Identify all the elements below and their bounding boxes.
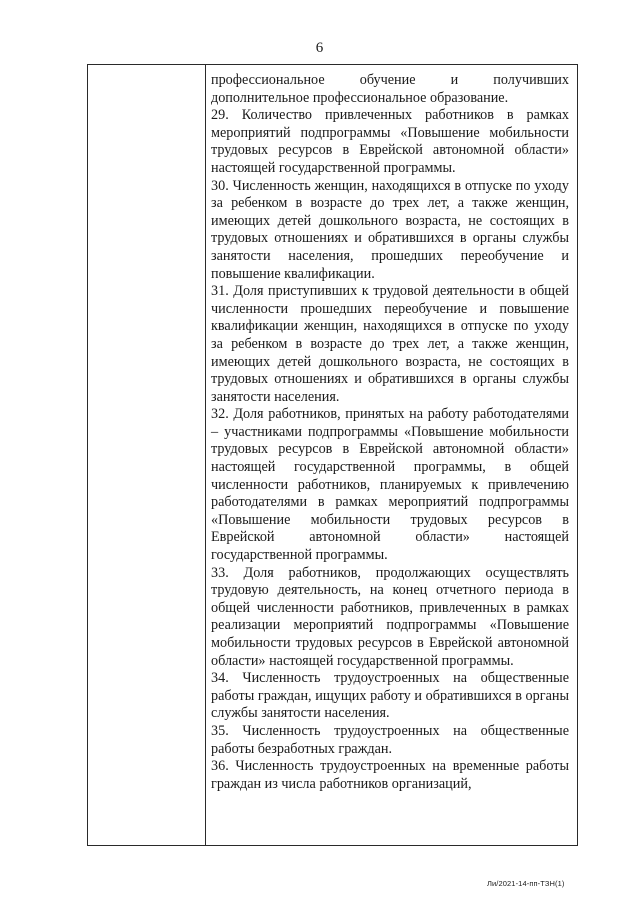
indicator-paragraph: 35. Численность трудоустроенных на общественные работы безработных граждан. xyxy=(211,722,569,757)
indicator-paragraph: 30. Численность женщин, находящихся в отпуске по уходу за ребенком в возрасте до трех лет, а также женщин, имеющих детей дошкольного возраста, не состоящих в трудовых отношениях и обратившихся в органы службы занятости населения, прошедших переобучение и повышение квалификации. xyxy=(211,177,569,282)
indicator-paragraph: 34. Численность трудоустроенных на общественные работы граждан, ищущих работу и обратившихся в органы службы занятости населения. xyxy=(211,670,569,722)
document-code: Ли/2021-14-пп-ТЗН(1) xyxy=(487,879,565,888)
indicator-paragraph: 29. Количество привлеченных работников в рамках мероприятий подпрограммы «Повышение мобильности трудовых ресурсов в Еврейской автономной области» настоящей государственной программы. xyxy=(211,107,569,176)
indicator-paragraph: 33. Доля работников, продолжающих осуществлять трудовую деятельность, на конец отчетного периода в общей численности работников, привлеченных в рамках реализации мероприятий подпрограммы «Повышение мобильности трудовых ресурсов в Еврейской автономной области» настоящей государственной программы. xyxy=(211,564,569,669)
indicators-table xyxy=(87,64,578,846)
indicator-paragraph: 31. Доля приступивших к трудовой деятельности в общей численности прошедших переобучение и повышение квалификации женщин, находящихся в отпуске по уходу за ребенком в возрасте до трех лет, а также женщин, имеющих детей дошкольного возраста, не состоящих в трудовых отношениях и обратившихся в органы службы занятости населения. xyxy=(211,283,569,405)
indicator-paragraph: 32. Доля работников, принятых на работу работодателями – участниками подпрограммы «Повышение мобильности трудовых ресурсов в Еврейской автономной области» настоящей государственной программы, в общей численности работников, планируемых к привлечению работодателями в рамках мероприятий подпрограммы «Повышение мобильности трудовых ресурсов в Еврейской автономной области» настоящей государственной программы. xyxy=(211,406,569,564)
table-right-cell xyxy=(211,72,569,793)
page-number: 6 xyxy=(315,40,324,56)
indicator-paragraph: профессиональное обучение и получивших дополнительное профессиональное образование. xyxy=(211,72,569,106)
indicator-paragraph: 36. Численность трудоустроенных на временные работы граждан из числа работников организаций, xyxy=(211,758,569,792)
column-divider xyxy=(205,65,206,845)
